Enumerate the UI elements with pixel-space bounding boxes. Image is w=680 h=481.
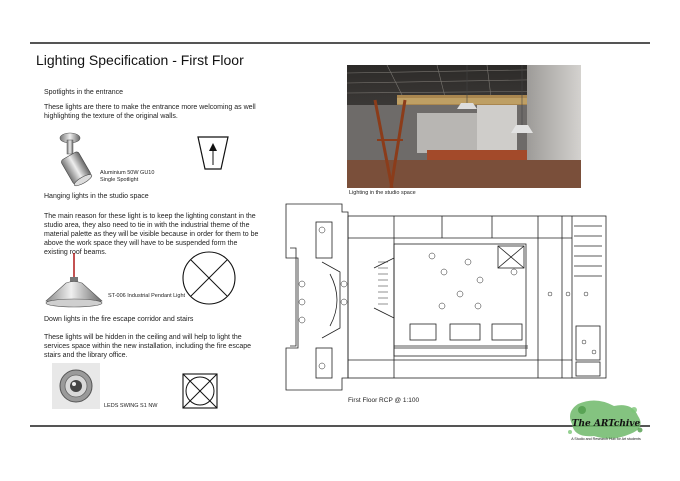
logo-tagline: A Studio and Research Hub for Art students — [571, 437, 641, 441]
spotlight-product-image — [54, 130, 98, 188]
plan-caption: First Floor RCP @ 1:100 — [348, 397, 420, 404]
pendant-symbol-icon — [180, 249, 238, 307]
pendant-product-image — [40, 253, 108, 313]
downlight-symbol-icon — [181, 371, 219, 411]
top-rule — [30, 42, 650, 44]
downlight-caption: LEDS SWING S1 NW — [104, 403, 158, 409]
section-heading-downlights: Down lights in the fire escape corridor and stairs — [44, 316, 194, 323]
bottom-rule — [30, 425, 650, 427]
section-body-spotlights: These lights are there to make the entrance more welcoming as well highlighting the texture of the original walls. — [44, 104, 256, 120]
studio-render-image — [347, 65, 581, 188]
section-body-downlights: These lights will be hidden in the ceiling and will help to light the services space within the new installation, including the fire escape stairs and the library office. — [44, 334, 252, 359]
section-heading-spotlights: Spotlights in the entrance — [44, 89, 123, 96]
spotlight-symbol-icon — [196, 135, 230, 171]
page-title: Lighting Specification - First Floor — [36, 52, 244, 68]
photo-caption: Lighting in the studio space — [349, 190, 416, 196]
floor-plan-drawing — [282, 198, 612, 396]
section-body-hanging: The main reason for these light is to keep the lighting constant in the studio area, they also need to tie in with the industrial theme of the material palette as they will be visible because in order for them to be above the work space they will have to be suspended form the existing roof beams. — [44, 213, 259, 256]
downlight-product-image — [52, 363, 100, 409]
artchive-logo — [560, 398, 652, 446]
pendant-caption: ST-006 Industrial Pendant Light — [108, 293, 186, 299]
spotlight-caption: Aluminium 50W GU10 Single Spotlight — [100, 170, 155, 183]
section-heading-hanging: Hanging lights in the studio space — [44, 193, 149, 200]
logo-name: The ARTchive — [571, 419, 641, 429]
